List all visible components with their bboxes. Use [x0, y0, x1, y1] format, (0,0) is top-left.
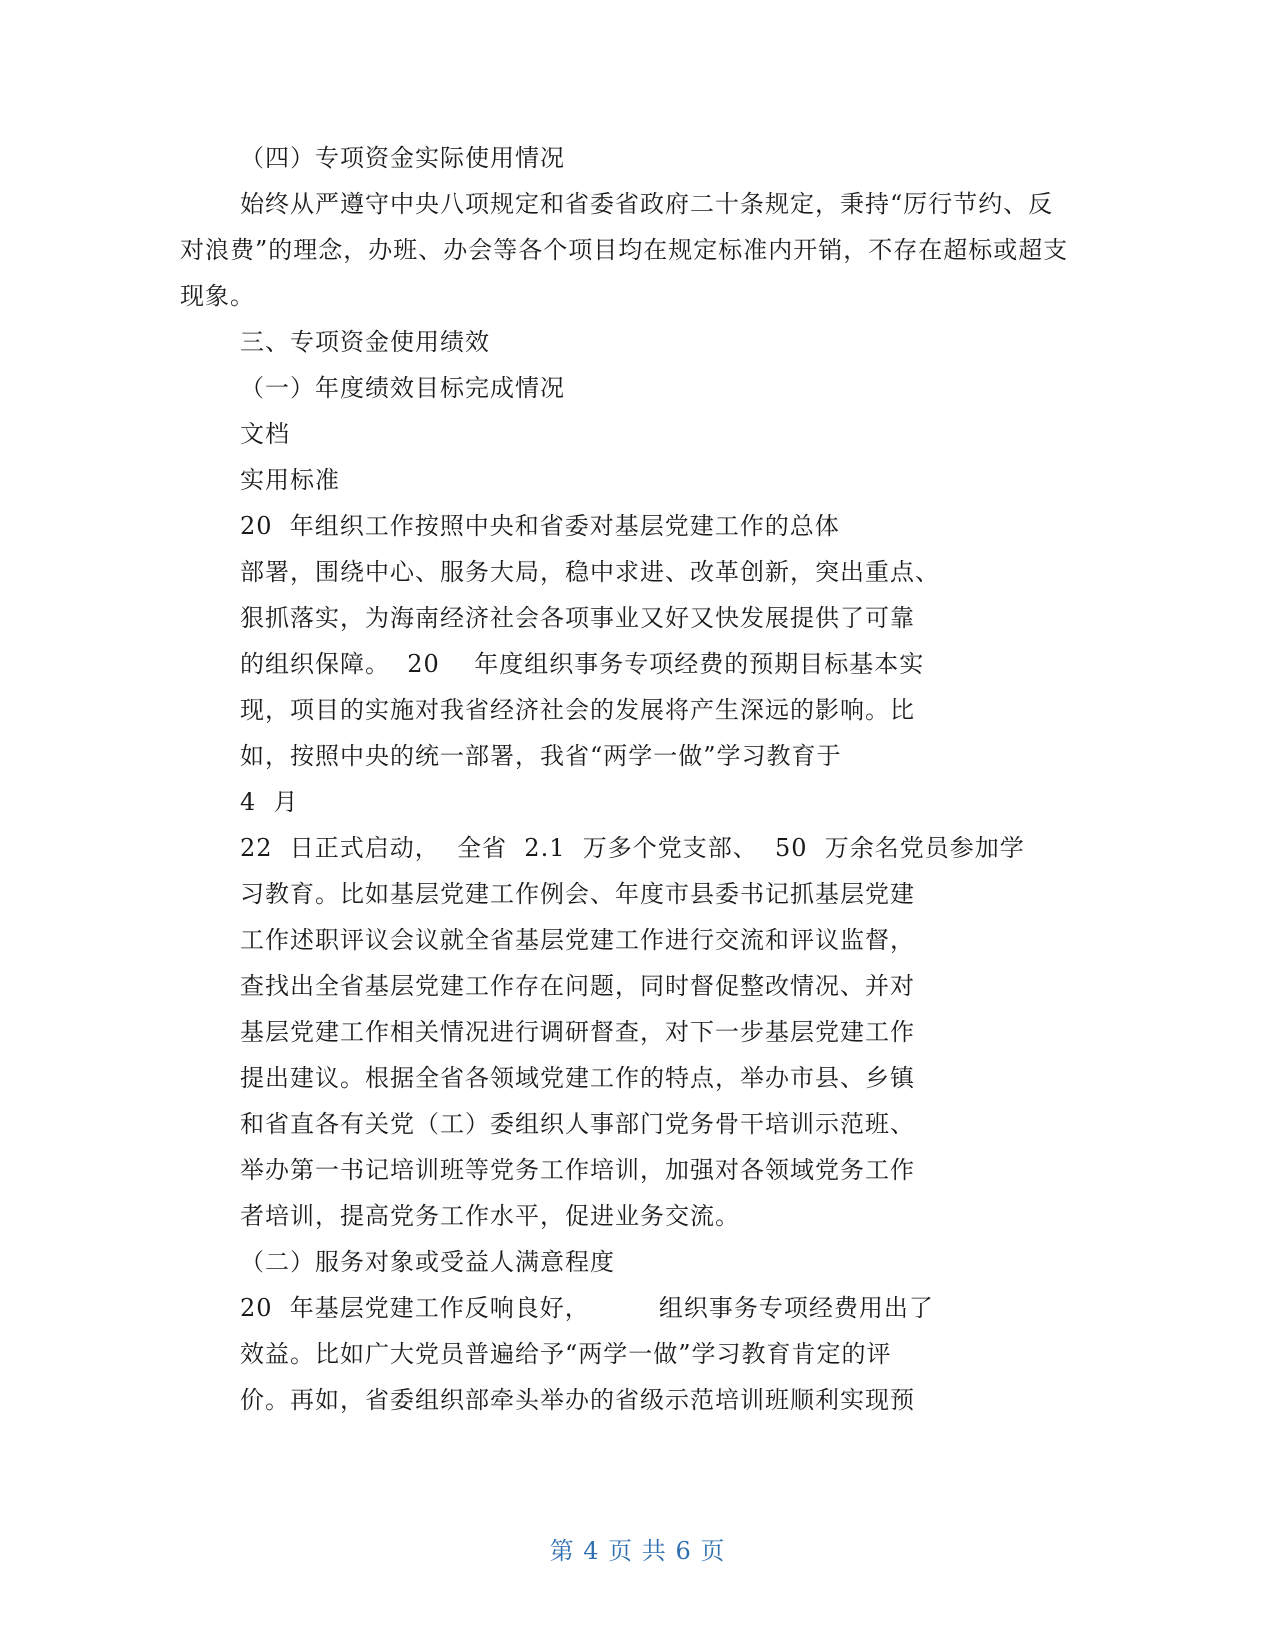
paragraph-line: 和省直各有关党（工）委组织人事部门党务骨干培训示范班、 — [240, 1110, 915, 1138]
paragraph-line: 举办第一书记培训班等党务工作培训，加强对各领域党务工作 — [240, 1156, 915, 1184]
paragraph-line: 22 日正式启动， 全省 2.1 万多个党支部、 50 万余名党员参加学 — [240, 834, 1025, 862]
paragraph-line: 查找出全省基层党建工作存在问题，同时督促整改情况、并对 — [240, 972, 915, 1000]
paragraph-line: 现，项目的实施对我省经济社会的发展将产生深远的影响。比 — [240, 696, 915, 724]
paragraph-line: 对浪费”的理念，办班、办会等各个项目均在规定标准内开销，不存在超标或超支 — [180, 236, 1069, 264]
paragraph-line: 如，按照中央的统一部署，我省“两学一做”学习教育于 — [240, 742, 842, 770]
paragraph-line: 者培训，提高党务工作水平，促进业务交流。 — [240, 1202, 740, 1230]
paragraph-line: 工作述职评议会议就全省基层党建工作进行交流和评议监督， — [240, 926, 915, 954]
paragraph-line: 的组织保障。 20 年度组织事务专项经费的预期目标基本实 — [240, 650, 925, 678]
paragraph-line: 效益。比如广大党员普遍给予“两学一做”学习教育肯定的评 — [240, 1340, 892, 1368]
paragraph-line: 20 年组织工作按照中央和省委对基层党建工作的总体 — [240, 512, 840, 540]
paragraph-line: 现象。 — [180, 282, 255, 310]
paragraph-line: 20 年基层党建工作反响良好， 组织事务专项经费用出了 — [240, 1294, 934, 1322]
paragraph-line: 提出建议。根据全省各领域党建工作的特点，举办市县、乡镇 — [240, 1064, 915, 1092]
paragraph-line: 文档 — [240, 420, 290, 448]
paragraph-line: 部署，围绕中心、服务大局，稳中求进、改革创新，突出重点、 — [240, 558, 940, 586]
paragraph-line: 实用标准 — [240, 466, 340, 494]
subsection-heading: （二）服务对象或受益人满意程度 — [240, 1248, 615, 1276]
paragraph-line: 狠抓落实，为海南经济社会各项事业又好又快发展提供了可靠 — [240, 604, 915, 632]
paragraph-line: 价。再如，省委组织部牵头举办的省级示范培训班顺利实现预 — [240, 1386, 915, 1414]
page-number-footer: 第 4 页 共 6 页 — [549, 1537, 726, 1565]
section-heading: （四）专项资金实际使用情况 — [240, 144, 565, 172]
paragraph-line: 基层党建工作相关情况进行调研督查，对下一步基层党建工作 — [240, 1018, 915, 1046]
paragraph-line: 习教育。比如基层党建工作例会、年度市县委书记抓基层党建 — [240, 880, 915, 908]
paragraph-line: 4 月 — [240, 788, 299, 816]
section-heading: 三、专项资金使用绩效 — [240, 328, 490, 356]
paragraph-line: 始终从严遵守中央八项规定和省委省政府二十条规定，秉持“厉行节约、反 — [240, 190, 1054, 218]
subsection-heading: （一）年度绩效目标完成情况 — [240, 374, 565, 402]
